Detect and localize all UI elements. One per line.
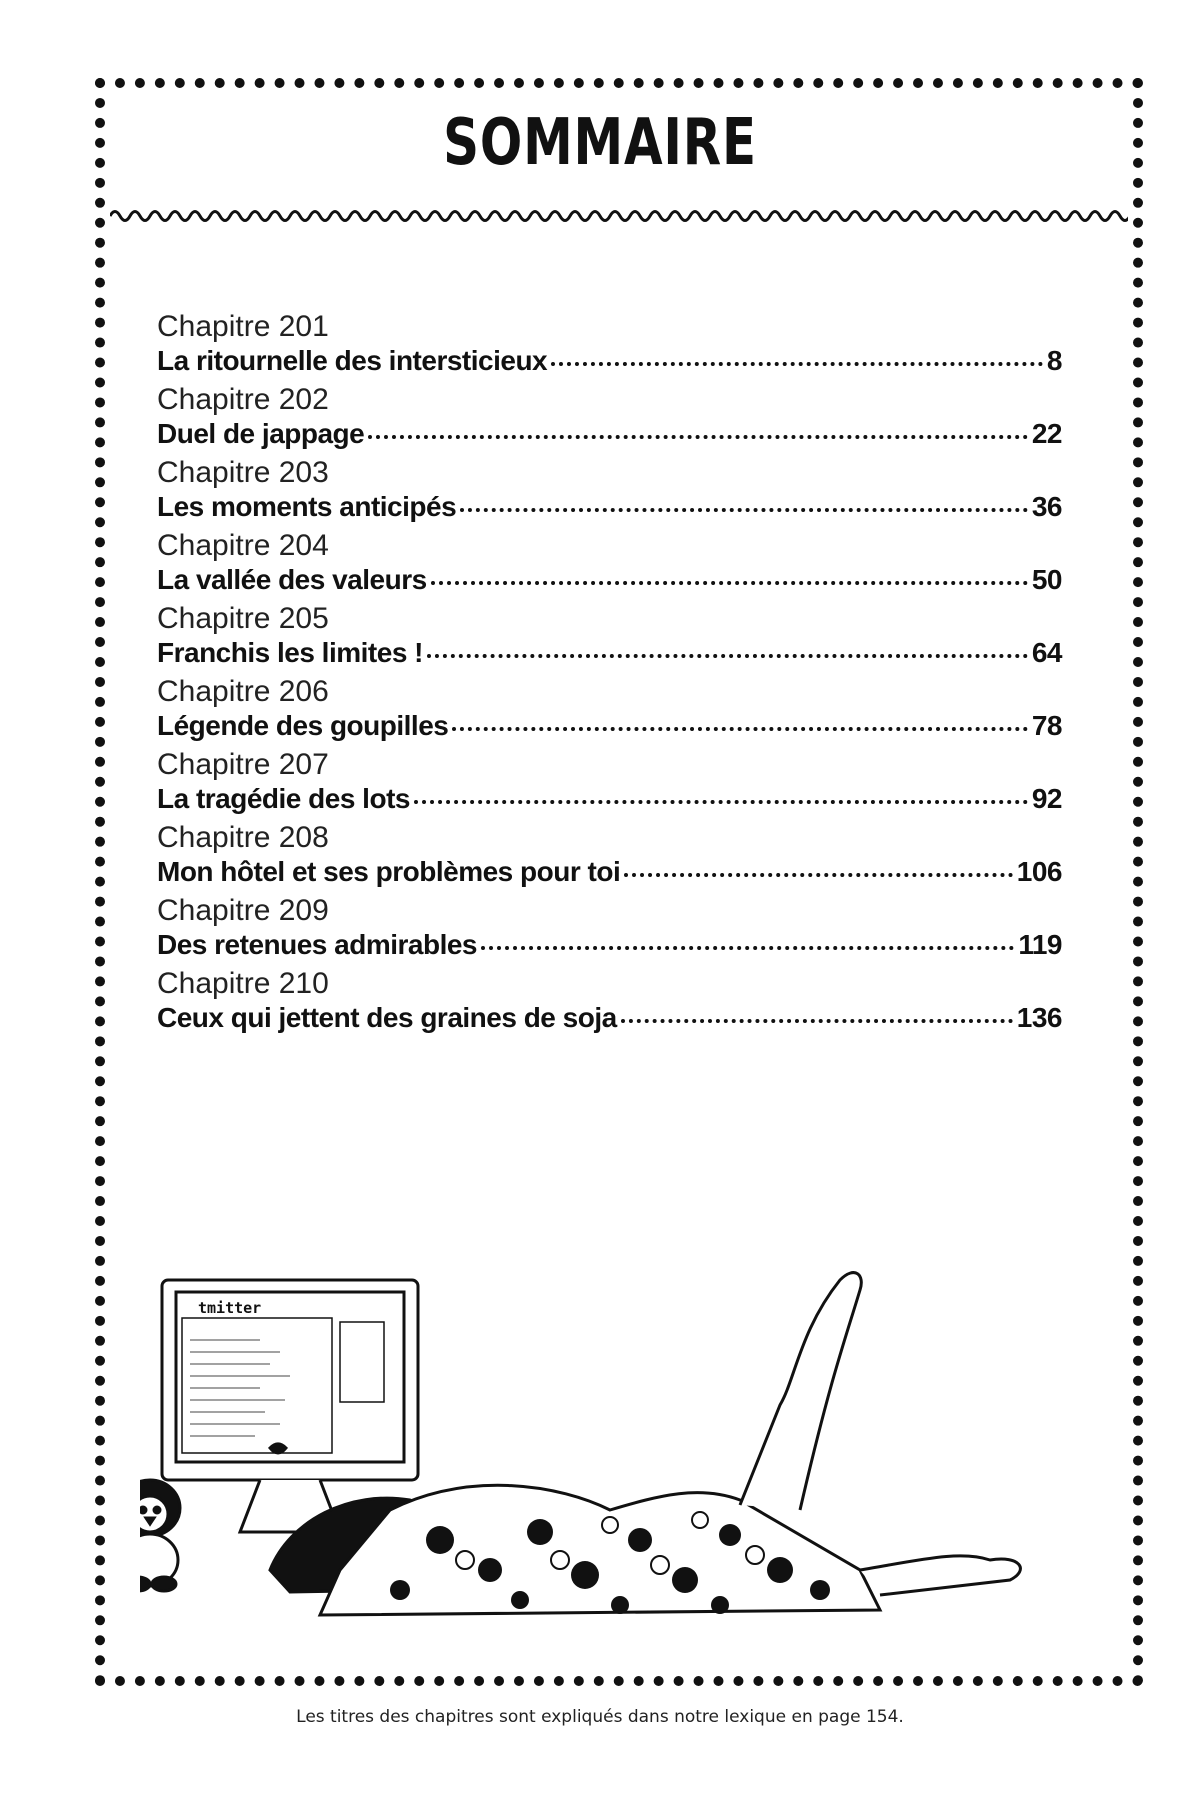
page-number: 22 — [1031, 418, 1062, 449]
dot-leader — [460, 508, 1028, 512]
toc-entry[interactable] — [157, 894, 1062, 967]
chapter-title: Légende des goupilles — [157, 710, 449, 741]
dot-leader — [414, 800, 1028, 804]
dot-leader — [621, 1019, 1013, 1023]
chapter-number: Chapitre 210 — [157, 967, 329, 1000]
page-number: 64 — [1031, 637, 1062, 668]
page-title: SOMMAIRE — [443, 106, 757, 180]
toc-entry[interactable] — [157, 675, 1062, 748]
chapter-number: Chapitre 207 — [157, 748, 329, 781]
chapter-number: Chapitre 201 — [157, 310, 329, 343]
toc-entry[interactable] — [157, 383, 1062, 456]
illustration — [140, 1270, 1120, 1630]
dot-leader — [481, 946, 1014, 950]
page-number: 92 — [1031, 783, 1062, 814]
page-number: 78 — [1031, 710, 1062, 741]
chapter-title: Des retenues admirables — [157, 929, 477, 960]
chapter-number: Chapitre 209 — [157, 894, 329, 927]
dot-leader — [452, 727, 1028, 731]
chapter-title: Duel de jappage — [157, 418, 365, 449]
chapter-number: Chapitre 203 — [157, 456, 329, 489]
page-number: 136 — [1016, 1002, 1062, 1033]
chapter-title: Franchis les limites ! — [157, 637, 423, 668]
chapter-number: Chapitre 205 — [157, 602, 329, 635]
chapter-title: Mon hôtel et ses problèmes pour toi — [157, 856, 621, 887]
table-of-contents — [157, 310, 1062, 1040]
page-number: 106 — [1016, 856, 1062, 887]
toc-entry[interactable] — [157, 529, 1062, 602]
toc-entry[interactable] — [157, 456, 1062, 529]
chapter-title: Les moments anticipés — [157, 491, 457, 522]
screen-brand: tmitter — [198, 1299, 262, 1317]
dot-leader — [431, 581, 1028, 585]
page-number: 8 — [1046, 345, 1062, 376]
dot-leader — [368, 435, 1028, 439]
chapter-title: La ritournelle des intersticieux — [157, 345, 548, 376]
chapter-number: Chapitre 206 — [157, 675, 329, 708]
toc-entry[interactable] — [157, 310, 1062, 383]
page-number: 119 — [1018, 929, 1062, 960]
toc-entry[interactable] — [157, 748, 1062, 821]
chapter-number: Chapitre 208 — [157, 821, 329, 854]
page-number: 50 — [1031, 564, 1062, 595]
dot-leader — [624, 873, 1013, 877]
chapter-number: Chapitre 204 — [157, 529, 329, 562]
page-number: 36 — [1031, 491, 1062, 522]
dot-leader — [551, 362, 1043, 366]
toc-entry[interactable] — [157, 602, 1062, 675]
footnote: Les titres des chapitres sont expliqués dans notre lexique en page 154. — [296, 1707, 904, 1727]
dot-leader — [427, 654, 1028, 658]
wave-divider — [110, 204, 1128, 228]
chapter-title: Ceux qui jettent des graines de soja — [157, 1002, 617, 1033]
penguin-plush-icon — [140, 1480, 180, 1591]
chapter-number: Chapitre 202 — [157, 383, 329, 416]
computer-monitor-icon — [162, 1280, 418, 1532]
toc-entry[interactable] — [157, 967, 1062, 1040]
chapter-title: La vallée des valeurs — [157, 564, 427, 595]
toc-entry[interactable] — [157, 821, 1062, 894]
chapter-title: La tragédie des lots — [157, 783, 410, 814]
